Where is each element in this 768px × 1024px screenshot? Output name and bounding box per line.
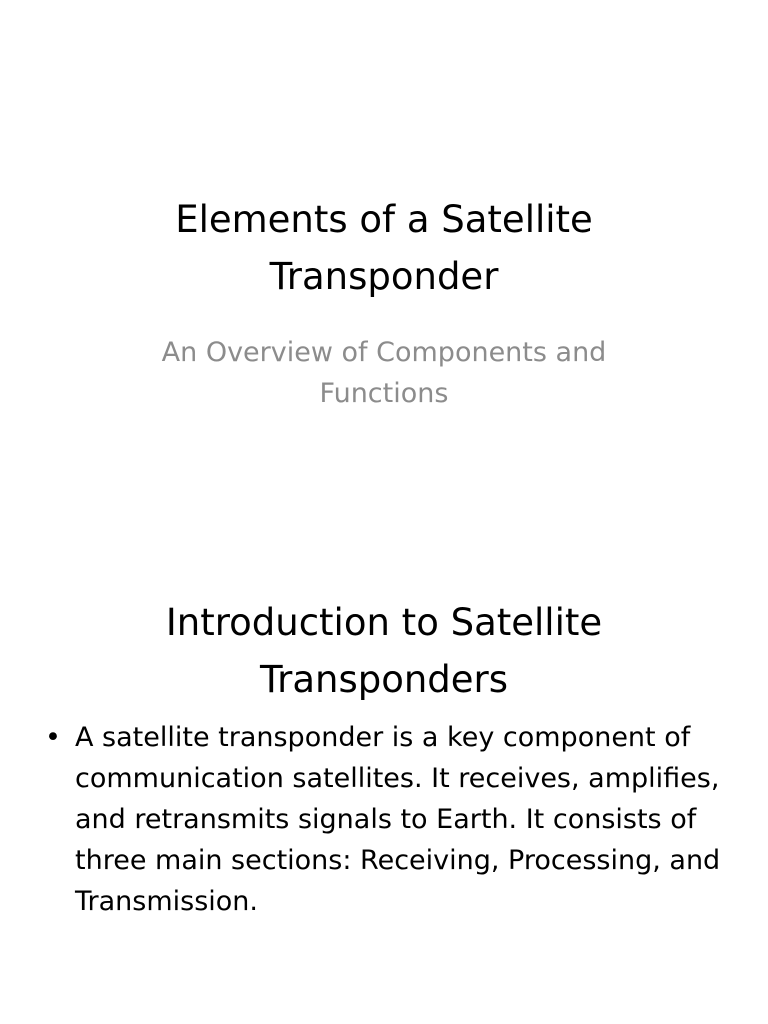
slide-subtitle: An Overview of Components and Functions xyxy=(161,337,607,409)
slide-title: Introduction to Satellite Transponders xyxy=(165,601,603,701)
slide-title: Elements of a Satellite Transponder xyxy=(175,198,593,298)
bullet-list xyxy=(38,717,730,922)
bullet-item xyxy=(38,717,730,922)
content-slide xyxy=(0,512,768,1024)
bullet-text: A satellite transponder is a key component of communication satellites. It receives, amplifies, and retransmits signals to Earth. It consists of three main sections: Receiving, Processing, and Transmission. xyxy=(75,722,721,917)
bullet-icon: • xyxy=(45,722,61,753)
